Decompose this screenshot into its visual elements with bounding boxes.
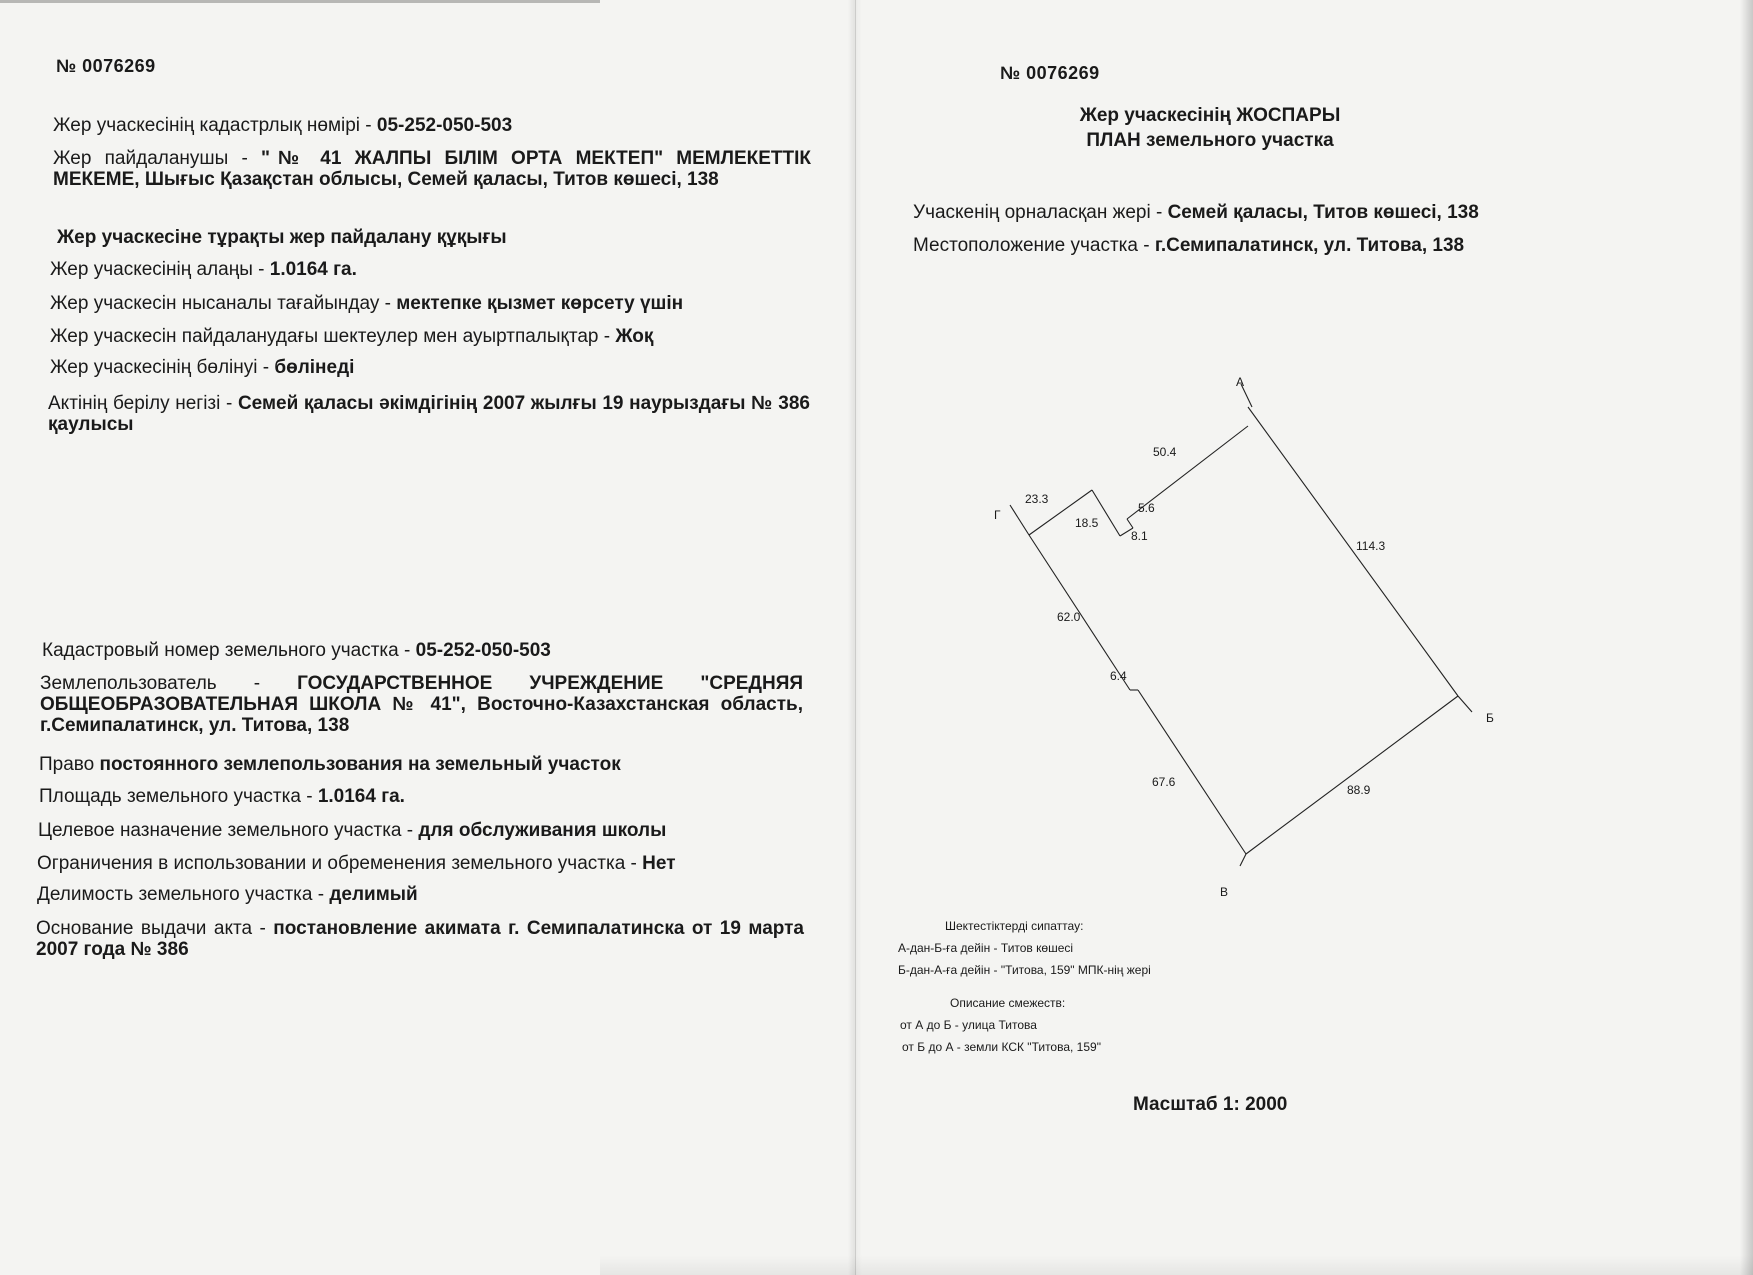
boundary-notch-down — [1092, 490, 1120, 536]
kk-restrictions-value: Жоқ — [615, 326, 654, 347]
boundaries-ru-line2: от Б до А - земли КСК "Титова, 159" — [902, 1040, 1101, 1054]
dim-50-4: 50.4 — [1153, 445, 1177, 459]
ru-right-label: Право — [39, 754, 100, 775]
right-cert-number: № 0076269 — [1000, 63, 1100, 83]
kk-cadastral-label: Жер учаскесінің кадастрлық нөмірі - — [53, 115, 377, 136]
dim-23-3: 23.3 — [1025, 492, 1049, 506]
ru-user-row — [40, 673, 803, 736]
kk-area-row — [50, 259, 357, 280]
dim-88-9: 88.9 — [1347, 783, 1371, 797]
ru-divisibility-value: делимый — [329, 884, 418, 905]
left-cert-number: № 0076269 — [56, 56, 156, 76]
page-fold-line — [855, 0, 856, 1275]
leader-g — [1010, 505, 1029, 535]
leader-a — [1241, 384, 1252, 407]
kk-purpose-value: мектепке қызмет көрсету үшін — [396, 293, 684, 314]
boundary-v-bend — [1138, 690, 1246, 854]
ru-divisibility-row — [37, 884, 418, 905]
ru-area-value: 1.0164 га. — [317, 786, 405, 807]
ru-purpose-label: Целевое назначение земельного участка - — [38, 820, 419, 841]
kk-divisibility-label: Жер учаскесінің бөлінуі - — [50, 357, 275, 378]
boundary-b-v — [1246, 696, 1458, 854]
plan-title-ru: ПЛАН земельного участка — [1086, 130, 1334, 151]
ru-divisibility-label: Делимость земельного участка - — [37, 884, 330, 905]
kk-user-row — [53, 148, 811, 190]
kk-area-value: 1.0164 га. — [269, 259, 357, 280]
ru-cadastral-value: 05-252-050-503 — [415, 640, 551, 661]
ru-purpose-row — [38, 820, 666, 841]
boundary-bend-g — [1029, 535, 1130, 690]
boundaries-ru-line1: от А до Б - улица Титова — [900, 1018, 1037, 1032]
kk-purpose-label: Жер учаскесін нысаналы тағайындау - — [50, 293, 397, 314]
boundaries-ru-heading: Описание смежеств: — [950, 996, 1066, 1010]
ru-right-value: постоянного землепользования на земельный участок — [99, 754, 621, 775]
boundaries-kk-line1: А-дан-Б-ға дейін - Титов көшесі — [898, 941, 1074, 955]
location-kk-label: Учаскенің орналасқан жері - — [913, 202, 1168, 223]
ru-cadastral-row — [42, 640, 551, 661]
point-a-label: А — [1236, 375, 1245, 389]
plan-title-kk: Жер учаскесінің ЖОСПАРЫ — [1079, 105, 1341, 126]
dim-18-5: 18.5 — [1075, 516, 1099, 530]
point-g-label: Г — [994, 508, 1001, 522]
ru-right-row — [39, 754, 621, 775]
location-ru-value: г.Семипалатинск, ул. Титова, 138 — [1154, 235, 1465, 256]
page-right-edge — [1740, 0, 1753, 1275]
dim-6-4: 6.4 — [1110, 669, 1127, 683]
boundary-a-b — [1248, 407, 1458, 696]
leader-b — [1458, 696, 1472, 712]
boundary-notch-bottom — [1120, 528, 1133, 536]
boundary-g-notch — [1029, 490, 1092, 535]
kk-purpose-row — [50, 293, 683, 314]
kk-restrictions-row — [50, 326, 653, 347]
location-ru-label: Местоположение участка - — [913, 235, 1155, 256]
kk-cadastral-row — [53, 115, 512, 136]
dim-114-3: 114.3 — [1356, 539, 1386, 553]
ru-purpose-value: для обслуживания школы — [418, 820, 667, 841]
kk-basis-row — [48, 393, 810, 435]
plan-scale: Масштаб 1: 2000 — [1133, 1094, 1288, 1115]
dim-5-6: 5.6 — [1138, 501, 1155, 515]
kk-user-value: "№ 41 ЖАЛПЫ БІЛІМ ОРТА МЕКТЕП" МЕМЛЕКЕТТІК МЕКЕМЕ, Шығыс Қазақстан облысы, Семей қаласы, Титов көшесі, 138 — [53, 148, 811, 190]
kk-basis-label: Актінің берілу негізі - — [48, 393, 238, 414]
boundary-notch-a — [1127, 426, 1248, 519]
ru-basis-value: постановление акимата г. Семипалатинска от 19 марта 2007 года № 386 — [36, 918, 804, 960]
ru-restrictions-row — [37, 853, 676, 874]
point-b-label: Б — [1486, 711, 1494, 725]
ru-restrictions-label: Ограничения в использовании и обременения земельного участка - — [37, 853, 643, 874]
dim-67-6: 67.6 — [1152, 775, 1176, 789]
kk-area-label: Жер учаскесінің алаңы - — [50, 259, 270, 280]
ru-basis-label: Основание выдачи акта - — [36, 918, 274, 939]
kk-divisibility-row — [50, 357, 354, 378]
dim-62-0: 62.0 — [1057, 610, 1081, 624]
kk-right-text: Жер учаскесіне тұрақты жер пайдалану құқығы — [57, 227, 507, 248]
page-top-edge — [0, 0, 600, 3]
kk-divisibility-value: бөлінеді — [274, 357, 355, 378]
dim-8-1: 8.1 — [1131, 529, 1148, 543]
ru-cadastral-label: Кадастровый номер земельного участка - — [42, 640, 416, 661]
kk-basis-value: Семей қаласы әкімдігінің 2007 жылғы 19 наурыздағы № 386 қаулысы — [48, 393, 810, 435]
location-kk-row — [913, 202, 1479, 223]
ru-basis-row — [36, 918, 804, 960]
ru-user-value: ГОСУДАРСТВЕННОЕ УЧРЕЖДЕНИЕ "СРЕДНЯЯ ОБЩЕОБРАЗОВАТЕЛЬНАЯ ШКОЛА № 41", Восточно-Казахстанская область, г.Семипалатинск, ул. Титова, 138 — [40, 673, 804, 736]
leader-v — [1240, 854, 1246, 866]
ru-user-label: Землепользователь - — [40, 673, 298, 694]
ru-area-row — [39, 786, 405, 807]
ru-area-label: Площадь земельного участка - — [39, 786, 318, 807]
plot-boundary — [1010, 384, 1472, 866]
point-v-label: В — [1220, 885, 1229, 899]
ru-restrictions-value: Нет — [642, 853, 676, 874]
kk-restrictions-label: Жер учаскесін пайдаланудағы шектеулер мен ауыртпалықтар - — [50, 326, 616, 347]
boundaries-kk-line2: Б-дан-А-ға дейін - "Титова, 159" МПК-нің жері — [898, 963, 1151, 977]
kk-user-label: Жер пайдаланушы - — [53, 148, 262, 169]
location-kk-value: Семей қаласы, Титов көшесі, 138 — [1167, 202, 1479, 223]
boundaries-kk-heading: Шектестіктерді сипаттау: — [945, 919, 1084, 933]
point-labels — [994, 375, 1494, 899]
kk-cadastral-value: 05-252-050-503 — [376, 115, 513, 136]
dimension-labels — [1025, 445, 1385, 797]
page-bottom-edge — [600, 1255, 1753, 1275]
boundary-notch-up — [1127, 519, 1133, 528]
location-ru-row — [913, 235, 1464, 256]
